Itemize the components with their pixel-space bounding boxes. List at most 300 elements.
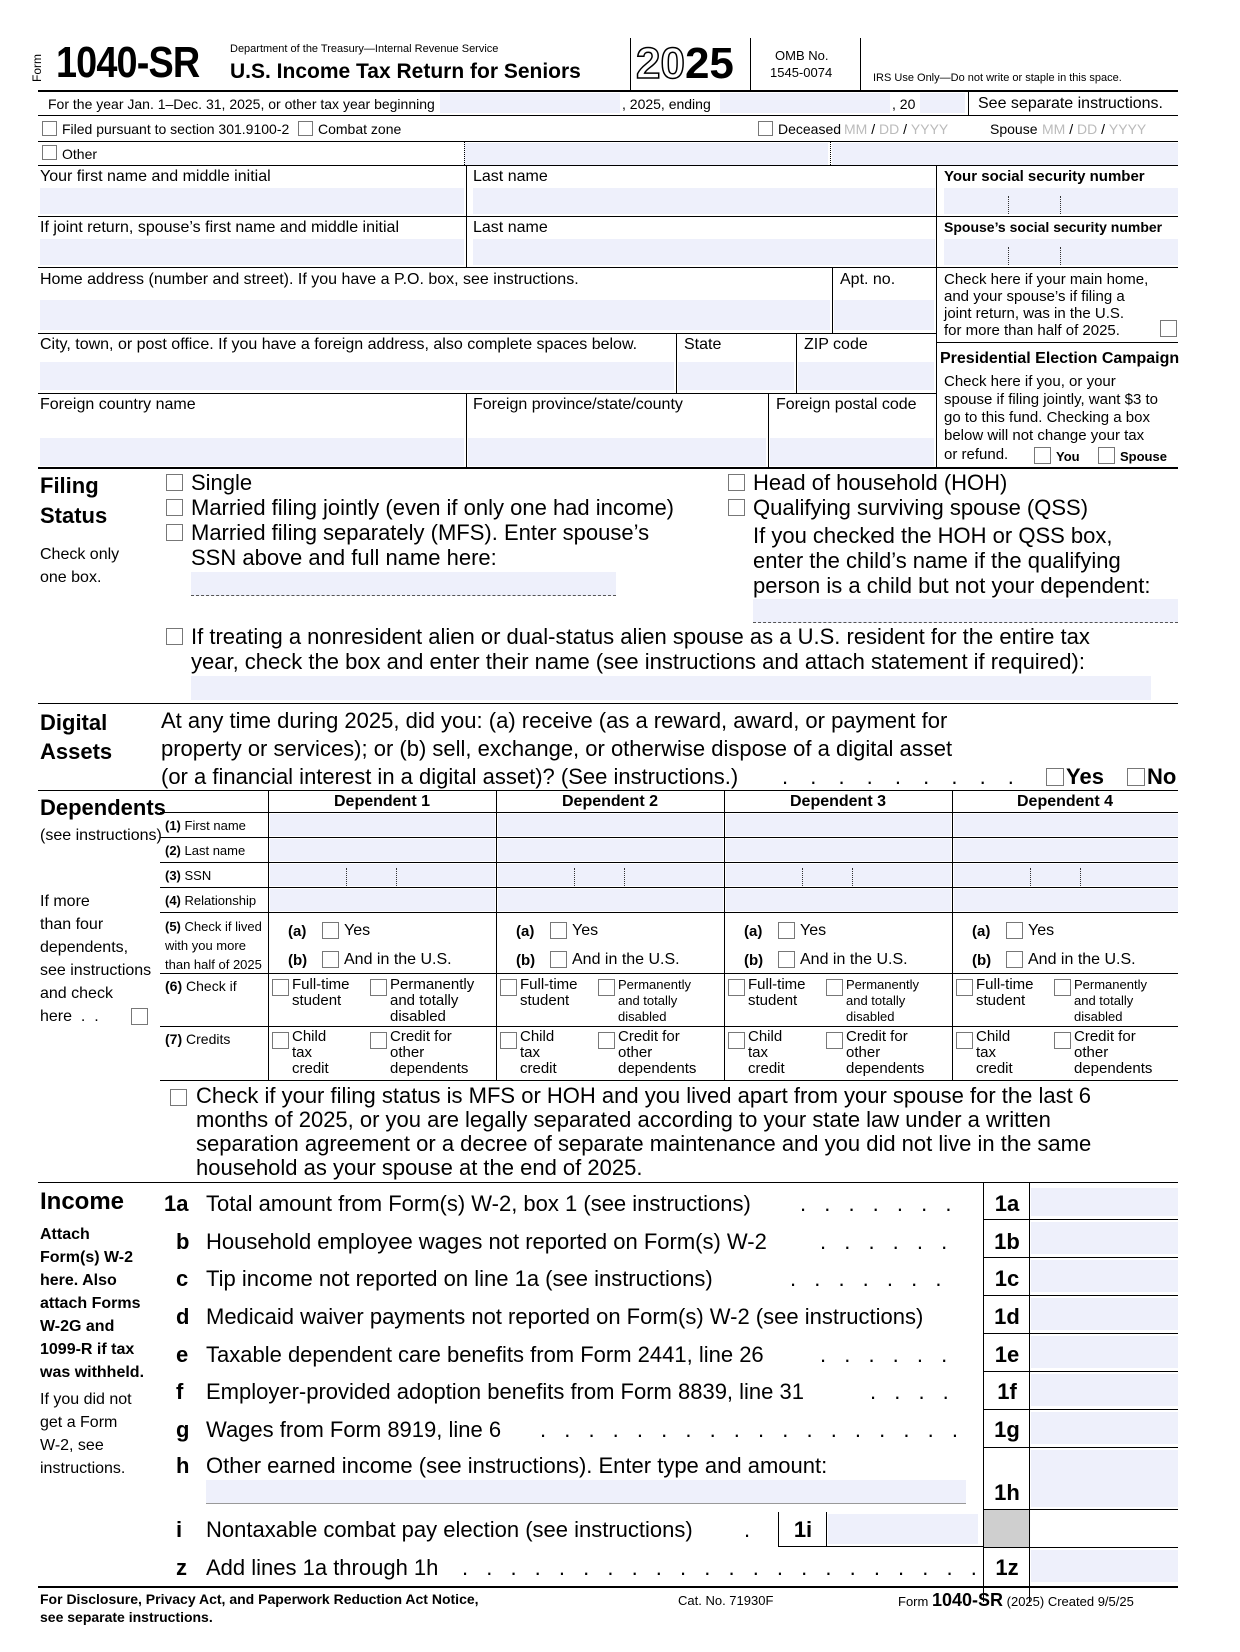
dep2-ctc-checkbox[interactable] [500,1032,517,1049]
line-1f-text: Employer-provided adoption benefits from Form 8839, line 31 [206,1379,804,1404]
line-1h-text: Other earned income (see instructions). Enter type and amount: [206,1453,828,1478]
dep1-relationship[interactable] [270,889,495,911]
lived-apart-text-3: separation agreement or a decree of separate maintenance and you did not live in the same [196,1131,1092,1156]
dep1-cod-checkbox[interactable] [370,1032,387,1049]
dep4-ssn[interactable] [954,864,1178,886]
other-checkbox[interactable] [42,145,57,160]
line-1z-text: Add lines 1a through 1h [206,1555,439,1580]
pec-you-label: You [1056,449,1080,464]
other-field-2[interactable] [832,143,1178,165]
line-1f-letter: f [176,1379,184,1404]
row-text: First name [184,818,246,833]
foreign-postal-label: Foreign postal code [776,396,917,413]
hoh-checkbox[interactable] [728,474,745,491]
dep3-lived-yes-checkbox[interactable] [778,922,795,939]
deceased-label: Deceased [778,121,842,137]
irs-use-only: IRS Use Only—Do not write or staple in this space. [873,72,1122,84]
pd-3: disabled [618,1009,667,1024]
tax-year [636,39,734,88]
cod-3: dependents [390,1060,469,1077]
line-1h-amount[interactable] [1031,1450,1178,1507]
cod-1: Credit for [1074,1028,1136,1045]
tax-year-begin-field[interactable] [440,93,620,113]
slash: / [903,121,908,137]
income-attach-3: here. Also [40,1272,117,1289]
dep4-ctc-checkbox[interactable] [956,1032,973,1049]
row-num: (5) [165,919,181,934]
apt-label: Apt. no. [840,271,896,288]
other-field-1[interactable] [464,143,828,165]
single-label: Single [191,470,253,495]
dep3-disabled-checkbox[interactable] [826,979,843,996]
dependents-see-instructions: (see instructions) [40,827,162,844]
line-1e-letter: e [176,1342,189,1367]
pd-3: disabled [1074,1009,1123,1024]
hoh-child-name-input[interactable] [753,599,1178,623]
slash: / [871,121,876,137]
line-1d-letter: d [176,1304,190,1329]
income-nof-3: W-2, see [40,1437,104,1454]
income-attach-6: 1099-R if tax [40,1341,135,1358]
ft-2: student [520,992,570,1009]
first-name-label: Your first name and middle initial [40,168,271,185]
cod-3: dependents [846,1060,925,1077]
digital-assets-yes-label: Yes [1066,764,1104,789]
line-1f-dots: . . . . [870,1379,955,1404]
hoh-label: Head of household (HOH) [753,470,1008,495]
zip-input[interactable] [798,362,934,390]
dep3-ctc-label [748,1029,785,1077]
mfs-label-1: Married filing separately (MFS). Enter spouse’s [191,520,650,545]
dependent-3-header: Dependent 3 [789,793,886,810]
row-text: Check if lived [184,919,262,934]
lived-apart-text-2: months of 2025, or you are legally separated according to your state law under a written [196,1107,1051,1132]
main-home-text-2: and your spouse’s if filing a [944,288,1125,305]
line-1b-amount[interactable] [1031,1222,1178,1254]
dep1-fulltime-label [292,977,350,1009]
city-label: City, town, or post office. If you have a foreign address, also complete spaces below. [40,336,638,353]
department-text: Department of the Treasury—Internal Revenue Service [230,43,499,55]
main-home-checkbox[interactable] [1160,320,1177,337]
cod-2: other [390,1044,425,1061]
form-number: 1040-SR [56,38,200,87]
line-1z-dots: . . . . . . . . . . . . . . . . . . . . . . [462,1555,983,1580]
digital-assets-q-1: At any time during 2025, did you: (a) receive (as a reward, award, or payment for [161,708,948,733]
more-deps-here: here [40,1008,73,1025]
dep3-a-label: (a) [744,923,763,940]
dep4-lived-yes-checkbox[interactable] [1006,922,1023,939]
line-1b-letter: b [176,1229,190,1254]
foreign-country-label: Foreign country name [40,396,196,413]
footer-form-word: Form [898,1594,929,1609]
line-1i-letter: i [176,1517,183,1542]
ctc-2: tax [520,1044,541,1061]
form-title: U.S. Income Tax Return for Seniors [230,60,581,83]
digital-assets-yes-checkbox[interactable] [1046,768,1064,786]
spouse-ssn-input[interactable] [944,239,1178,265]
home-address-input[interactable] [40,300,830,330]
dep3-in-us-label: And in the U.S. [800,951,908,968]
see-separate-instructions: See separate instructions. [978,95,1163,112]
line-1b-number: 1b [994,1229,1020,1254]
income-title: Income [40,1188,125,1215]
line-1i-dots: . [744,1517,751,1542]
dependent-1-header: Dependent 1 [333,793,430,810]
income-nof-1: If you did not [40,1391,132,1408]
more-deps-checkbox[interactable] [131,1008,148,1025]
line-1i-number: 1i [793,1517,813,1542]
dep1-ctc-label [292,1029,329,1077]
line-1a-letter: 1a [164,1191,189,1216]
mfs-checkbox[interactable] [166,524,183,541]
row-lived-label [165,917,262,974]
dep1-last-name[interactable] [270,839,495,861]
digital-assets-q-2: property or services); or (b) sell, exchange, or otherwise dispose of a digital asset [161,736,953,761]
dep2-cod-checkbox[interactable] [598,1032,615,1049]
nra-text-1: If treating a nonresident alien or dual-status alien spouse as a U.S. resident for the entire tax [191,624,1090,649]
dep2-ssn[interactable] [498,864,723,886]
main-home-text-3: joint return, was in the U.S. [944,305,1125,322]
line-1a-text: Total amount from Form(s) W-2, box 1 (see instructions) [206,1191,751,1216]
dep2-fulltime-checkbox[interactable] [500,979,517,996]
main-home-text-4: for more than half of 2025. [944,322,1120,339]
row-num: (6) [165,978,183,994]
last-name-label: Last name [473,168,548,185]
dep2-first-name[interactable] [498,814,723,836]
dep1-in-us-label: And in the U.S. [344,951,452,968]
line-1f-amount[interactable] [1031,1374,1178,1406]
hoh-text-1: If you checked the HOH or QSS box, [753,523,1113,548]
digital-assets-dots: . . . . . . . . . [782,764,1022,789]
ctc-1: Child [748,1028,783,1045]
spouse-last-name-label: Last name [473,219,548,236]
cod-1: Credit for [618,1028,680,1045]
deceased-date-field[interactable] [844,121,948,137]
dep2-relationship[interactable] [498,889,723,911]
dependents-title: Dependents [40,795,166,820]
row-text: Credits [186,1031,231,1047]
pd-1: Permanently [390,976,475,993]
more-deps-5: and check [40,985,113,1002]
dep4-in-us-checkbox[interactable] [1006,951,1023,968]
dep1-ctc-checkbox[interactable] [272,1032,289,1049]
line-1e-text: Taxable dependent care benefits from Form 2441, line 26 [206,1342,764,1367]
line-1c-number: 1c [994,1266,1020,1291]
footer-privacy-1: For Disclosure, Privacy Act, and Paperwork Reduction Act Notice, [40,1591,479,1607]
row-num: (4) [165,893,181,908]
line-1c-letter: c [176,1266,189,1291]
pec-spouse-checkbox[interactable] [1098,447,1115,464]
dep3-cod-checkbox[interactable] [826,1032,843,1049]
pec-text-1: Check here if you, or your [944,373,1116,390]
dep1-disabled-checkbox[interactable] [370,979,387,996]
dep3-last-name[interactable] [726,839,951,861]
dep4-disabled-label [1074,977,1147,1025]
qss-label: Qualifying surviving spouse (QSS) [753,495,1089,520]
more-deps-2: than four [40,916,104,933]
last-name-input[interactable] [473,188,935,214]
pec-you-checkbox[interactable] [1034,447,1051,464]
pd-1: Permanently [846,977,919,992]
hoh-text-3: person is a child but not your dependent: [753,573,1151,598]
row-text: Relationship [184,893,257,908]
spouse-first-name-input[interactable] [40,239,464,265]
dep3-yes-label: Yes [800,922,827,939]
dep4-first-name[interactable] [954,814,1178,836]
dep2-disabled-checkbox[interactable] [598,979,615,996]
line-1h-type-input[interactable] [206,1480,966,1504]
mfs-label-2: SSN above and full name here: [191,545,497,570]
form-label-vertical: Form [30,54,44,82]
filing-status-sub-1: Check only [40,546,120,563]
row-last-name-label [165,843,245,858]
dep1-ssn[interactable] [270,864,495,886]
line-1g-amount[interactable] [1031,1412,1178,1444]
line-1d-number: 1d [994,1304,1020,1329]
dep3-ctc-checkbox[interactable] [728,1032,745,1049]
omb-label: OMB No. [775,48,829,63]
qss-checkbox[interactable] [728,499,745,516]
tax-year-end-field[interactable] [720,93,890,113]
dep4-relationship[interactable] [954,889,1178,911]
more-deps-6: here . . [40,1008,99,1025]
pd-2: and totally [846,993,906,1008]
line-1i-text: Nontaxable combat pay election (see instructions) [206,1517,693,1542]
row-text: SSN [184,868,212,883]
ft-1: Full-time [748,976,806,993]
dep2-yes-label: Yes [572,922,599,939]
year-bold: 25 [684,39,734,88]
dep3-cod-label [846,1029,924,1077]
spouse-dd: DD [1077,121,1098,137]
combat-zone-label: Combat zone [318,121,402,137]
lived-apart-checkbox[interactable] [170,1089,187,1106]
ctc-1: Child [976,1028,1011,1045]
dep4-ctc-label [976,1029,1013,1077]
line-1e-dots: . . . . . . [820,1342,954,1367]
nra-checkbox[interactable] [166,628,183,645]
line-1b-dots: . . . . . . [820,1229,954,1254]
cod-3: dependents [618,1060,697,1077]
ft-1: Full-time [292,976,350,993]
digital-assets-no-checkbox[interactable] [1127,768,1145,786]
main-home-text-1: Check here if your main home, [944,271,1149,288]
more-deps-1: If more [40,893,90,910]
income-attach-4: attach Forms [40,1295,141,1312]
filed-pursuant-checkbox[interactable] [42,121,57,136]
dep3-disabled-label [846,977,919,1025]
dep4-disabled-checkbox[interactable] [1054,979,1071,996]
income-attach-1: Attach [40,1226,90,1243]
line-1f-number: 1f [997,1379,1017,1404]
foreign-province-input[interactable] [468,438,766,466]
cod-3: dependents [1074,1060,1153,1077]
foreign-postal-input[interactable] [770,438,934,466]
ctc-2: tax [976,1044,997,1061]
state-input[interactable] [678,362,794,390]
spouse-deceased-date-field[interactable] [1042,121,1146,137]
mfs-spouse-name-input[interactable] [191,572,616,596]
dep2-disabled-label [618,977,691,1025]
ctc-1: Child [292,1028,327,1045]
row-num: (2) [165,843,181,858]
ft-2: student [976,992,1026,1009]
dep4-cod-label [1074,1029,1152,1077]
dep1-disabled-label [390,977,474,1025]
slash: / [1101,121,1106,137]
dep4-a-label: (a) [972,923,991,940]
lived-apart-text-1: Check if your filing status is MFS or HOH and you lived apart from your spouse for the last 6 [196,1083,1092,1108]
digital-assets-title-2: Assets [40,739,113,764]
line-1h-letter: h [176,1453,190,1478]
nra-text-2: year, check the box and enter their name (see instructions and attach statement if required): [191,649,1085,674]
row-first-name-label [165,818,246,833]
more-deps-3: dependents, [40,939,129,956]
dep4-yes-label: Yes [1028,922,1055,939]
mfj-label: Married filing jointly (even if only one had income) [191,495,675,520]
line-1g-dots: . . . . . . . . . . . . . . . . . . [540,1417,964,1442]
deceased-checkbox[interactable] [758,121,773,136]
ft-1: Full-time [520,976,578,993]
ssn-input[interactable] [944,188,1178,214]
row-text: Check if [186,978,237,994]
dependent-4-header: Dependent 4 [1016,793,1113,810]
ft-2: student [748,992,798,1009]
spouse-yyyy: YYYY [1108,121,1147,137]
ctc-3: credit [520,1060,557,1077]
deceased-mm: MM [844,121,868,137]
omb-number: 1545-0074 [770,65,833,80]
row-ssn-label [165,868,211,883]
dependent-2-header: Dependent 2 [561,793,658,810]
dep3-relationship[interactable] [726,889,951,911]
pd-3: disabled [846,1009,895,1024]
pd-2: and totally [390,992,459,1009]
dep4-last-name[interactable] [954,839,1178,861]
line-1g-text: Wages from Form 8919, line 6 [206,1417,502,1442]
footer-form-tail: (2025) Created 9/5/25 [1006,1594,1134,1609]
line-1h-number: 1h [994,1480,1020,1505]
cod-2: other [846,1044,881,1061]
dep3-b-label: (b) [744,952,764,969]
line-1b-text: Household employee wages not reported on Form(s) W-2 [206,1229,767,1254]
row-check-if-label [165,978,237,994]
dep1-lived-yes-checkbox[interactable] [322,922,339,939]
row-credits-label [165,1031,230,1047]
row-text: than half of 2025 [165,957,262,972]
dep2-ctc-label [520,1029,557,1077]
pec-text-2: spouse if filing jointly, want $3 to [944,391,1159,408]
dep2-fulltime-label [520,977,578,1009]
dep2-in-us-checkbox[interactable] [550,951,567,968]
pec-title: Presidential Election Campaign [940,350,1180,367]
hoh-text-2: enter the child’s name if the qualifying [753,548,1121,573]
single-checkbox[interactable] [166,474,183,491]
line-1e-amount[interactable] [1031,1336,1178,1368]
line-1c-amount[interactable] [1031,1260,1178,1292]
pd-2: and totally [618,993,678,1008]
ctc-2: tax [748,1044,769,1061]
state-label: State [684,336,722,353]
cod-2: other [1074,1044,1109,1061]
pec-spouse-label: Spouse [1120,449,1167,464]
dep1-b-label: (b) [288,952,308,969]
lived-apart-text-4: household as your spouse at the end of 2025. [196,1155,643,1180]
line-1g-number: 1g [994,1417,1020,1442]
cod-2: other [618,1044,653,1061]
tax-year-20-field[interactable] [920,93,965,113]
dep3-first-name[interactable] [726,814,951,836]
spouse-first-name-label: If joint return, spouse’s first name and middle initial [40,219,399,236]
foreign-province-label: Foreign province/state/county [473,396,683,413]
line-1c-text: Tip income not reported on line 1a (see instructions) [206,1266,713,1291]
ctc-3: credit [976,1060,1013,1077]
line-1d-amount[interactable] [1031,1298,1178,1330]
digital-assets-title-1: Digital [40,710,108,735]
pec-text-4: below will not change your tax [944,427,1145,444]
line-1a-number: 1a [994,1191,1020,1216]
line-1z-amount[interactable] [1031,1550,1178,1582]
dep2-lived-yes-checkbox[interactable] [550,922,567,939]
line-1z-number: 1z [995,1555,1019,1580]
income-attach-5: W-2G and [40,1318,115,1335]
digital-assets-q-3: (or a financial interest in a digital asset)? (See instructions.) [161,764,739,789]
nra-spouse-name-input[interactable] [191,676,1151,700]
dep3-in-us-checkbox[interactable] [778,951,795,968]
dep2-a-label: (a) [516,923,535,940]
foreign-country-input[interactable] [40,438,464,466]
dep3-fulltime-checkbox[interactable] [728,979,745,996]
footer-cat-no: Cat. No. 71930F [678,1593,774,1608]
dep1-first-name[interactable] [270,814,495,836]
dep4-fulltime-label [976,977,1034,1009]
other-label: Other [62,146,98,162]
tax-year-beginning-label: For the year Jan. 1–Dec. 31, 2025, or other tax year beginning [48,96,435,112]
line-1z-letter: z [176,1555,187,1580]
spouse-last-name-input[interactable] [473,239,935,265]
mfj-checkbox[interactable] [166,499,183,516]
line-1a-dots: . . . . . . . [800,1191,958,1216]
line-1i-amount[interactable] [828,1514,978,1544]
footer-privacy-2: see separate instructions. [40,1609,213,1625]
pec-text-5: or refund. [944,446,1009,463]
zip-label: ZIP code [804,336,868,353]
line-1c-dots: . . . . . . . [790,1266,948,1291]
pd-1: Permanently [1074,977,1147,992]
dep4-cod-checkbox[interactable] [1054,1032,1071,1049]
dep1-fulltime-checkbox[interactable] [272,979,289,996]
line-1a-amount[interactable] [1031,1188,1178,1216]
city-input[interactable] [40,362,674,390]
dep3-fulltime-label [748,977,806,1009]
dep2-b-label: (b) [516,952,536,969]
deceased-dd: DD [879,121,900,137]
dep1-in-us-checkbox[interactable] [322,951,339,968]
income-attach-2: Form(s) W-2 [40,1249,134,1266]
cod-1: Credit for [846,1028,908,1045]
combat-zone-checkbox[interactable] [298,121,313,136]
ctc-1: Child [520,1028,555,1045]
dep4-fulltime-checkbox[interactable] [956,979,973,996]
tax-year-20-label: , 20 [892,96,916,112]
dep1-yes-label: Yes [344,922,371,939]
dep2-last-name[interactable] [498,839,723,861]
pec-text-3: go to this fund. Checking a box [944,409,1150,426]
dep3-ssn[interactable] [726,864,951,886]
first-name-input[interactable] [40,188,464,214]
year-outline: 20 [636,39,685,88]
apt-input[interactable] [834,300,934,330]
